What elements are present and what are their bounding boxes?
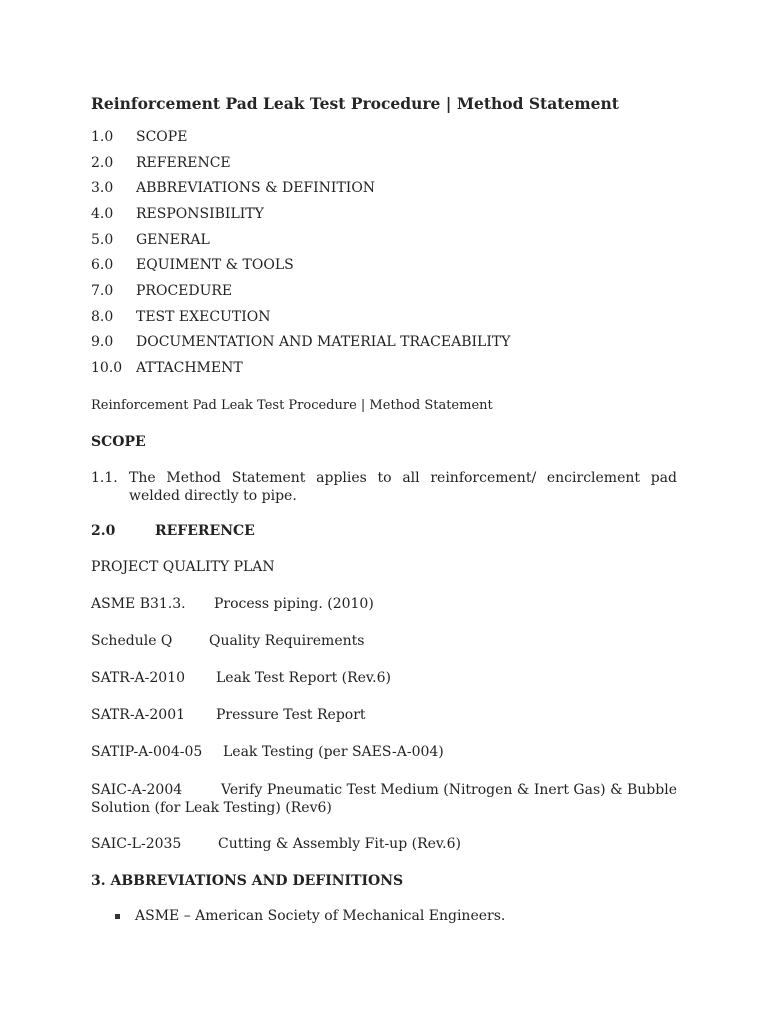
toc-label: EQUIMENT & TOOLS [136, 257, 294, 274]
toc-label: DOCUMENTATION AND MATERIAL TRACEABILITY [136, 334, 511, 351]
toc-number: 10.0 [91, 360, 123, 377]
toc-label: PROCEDURE [136, 282, 233, 299]
toc-item [91, 175, 510, 201]
reference-code: ASME B31.3. [91, 596, 186, 612]
toc-item [91, 278, 510, 304]
reference-row [91, 707, 366, 723]
reference-desc: Quality Requirements [209, 633, 365, 649]
toc-label: RESPONSIBILITY [136, 205, 264, 222]
toc-number: 5.0 [91, 231, 114, 248]
reference-row [91, 744, 444, 760]
reference-code: SATR-A-2001 [91, 707, 186, 723]
abbreviation-text: ASME – American Society of Mechanical Engineers. [135, 908, 506, 924]
reference-row [91, 596, 374, 612]
scope-heading: SCOPE [91, 434, 146, 450]
list-item [115, 908, 505, 924]
toc-item [91, 227, 510, 253]
toc-number: 8.0 [91, 308, 114, 325]
section-subtitle: Reinforcement Pad Leak Test Procedure | Method Statement [91, 398, 493, 413]
reference-desc: Leak Test Report (Rev.6) [216, 670, 391, 686]
abbreviations-heading: 3. ABBREVIATIONS AND DEFINITIONS [91, 873, 404, 889]
reference-row [91, 836, 461, 852]
toc-number: 7.0 [91, 282, 114, 299]
reference-row [91, 633, 364, 649]
reference-desc: Verify Pneumatic Test Medium (Nitrogen & Inert Gas) & Bubble Solution (for Leak Testing) (Rev6) [91, 782, 677, 816]
reference-desc: Pressure Test Report [216, 707, 366, 723]
bullet-icon [115, 914, 120, 919]
toc-label: SCOPE [136, 128, 188, 145]
reference-row [91, 781, 677, 817]
reference-heading-label: REFERENCE [155, 523, 255, 539]
reference-heading [91, 523, 255, 539]
toc-item [91, 355, 510, 381]
toc-number: 2.0 [91, 154, 114, 171]
reference-code: Schedule Q [91, 633, 173, 649]
toc-item [91, 330, 510, 356]
toc-item [91, 124, 510, 150]
document-title: Reinforcement Pad Leak Test Procedure | Method Statement [91, 94, 619, 113]
reference-desc: Cutting & Assembly Fit-up (Rev.6) [218, 836, 461, 852]
reference-code: SAIC-A-2004 [91, 782, 183, 798]
toc-label: ATTACHMENT [136, 360, 243, 377]
toc-label: REFERENCE [136, 154, 231, 171]
toc-number: 3.0 [91, 180, 114, 197]
toc-number: 9.0 [91, 334, 114, 351]
scope-item-text: The Method Statement applies to all reinforcement/ encirclement pad welded directly to pipe. [129, 470, 677, 504]
toc-item [91, 304, 510, 330]
reference-code: SATR-A-2010 [91, 670, 186, 686]
reference-code: SATIP-A-004-05 [91, 744, 203, 760]
toc-item [91, 252, 510, 278]
toc-label: TEST EXECUTION [136, 308, 271, 325]
toc-number: 6.0 [91, 257, 114, 274]
reference-number: 2.0 [91, 523, 116, 539]
reference-row [91, 670, 391, 686]
reference-plan: PROJECT QUALITY PLAN [91, 559, 275, 575]
reference-desc: Process piping. (2010) [214, 596, 374, 612]
reference-code: SAIC-L-2035 [91, 836, 182, 852]
toc-number: 1.0 [91, 128, 114, 145]
scope-item [91, 469, 677, 505]
toc-item [91, 150, 510, 176]
scope-item-number: 1.1. [91, 470, 118, 486]
reference-desc: Leak Testing (per SAES-A-004) [223, 744, 444, 760]
toc-item [91, 201, 510, 227]
table-of-contents [91, 124, 510, 381]
toc-number: 4.0 [91, 205, 114, 222]
toc-label: GENERAL [136, 231, 210, 248]
toc-label: ABBREVIATIONS & DEFINITION [136, 180, 376, 197]
